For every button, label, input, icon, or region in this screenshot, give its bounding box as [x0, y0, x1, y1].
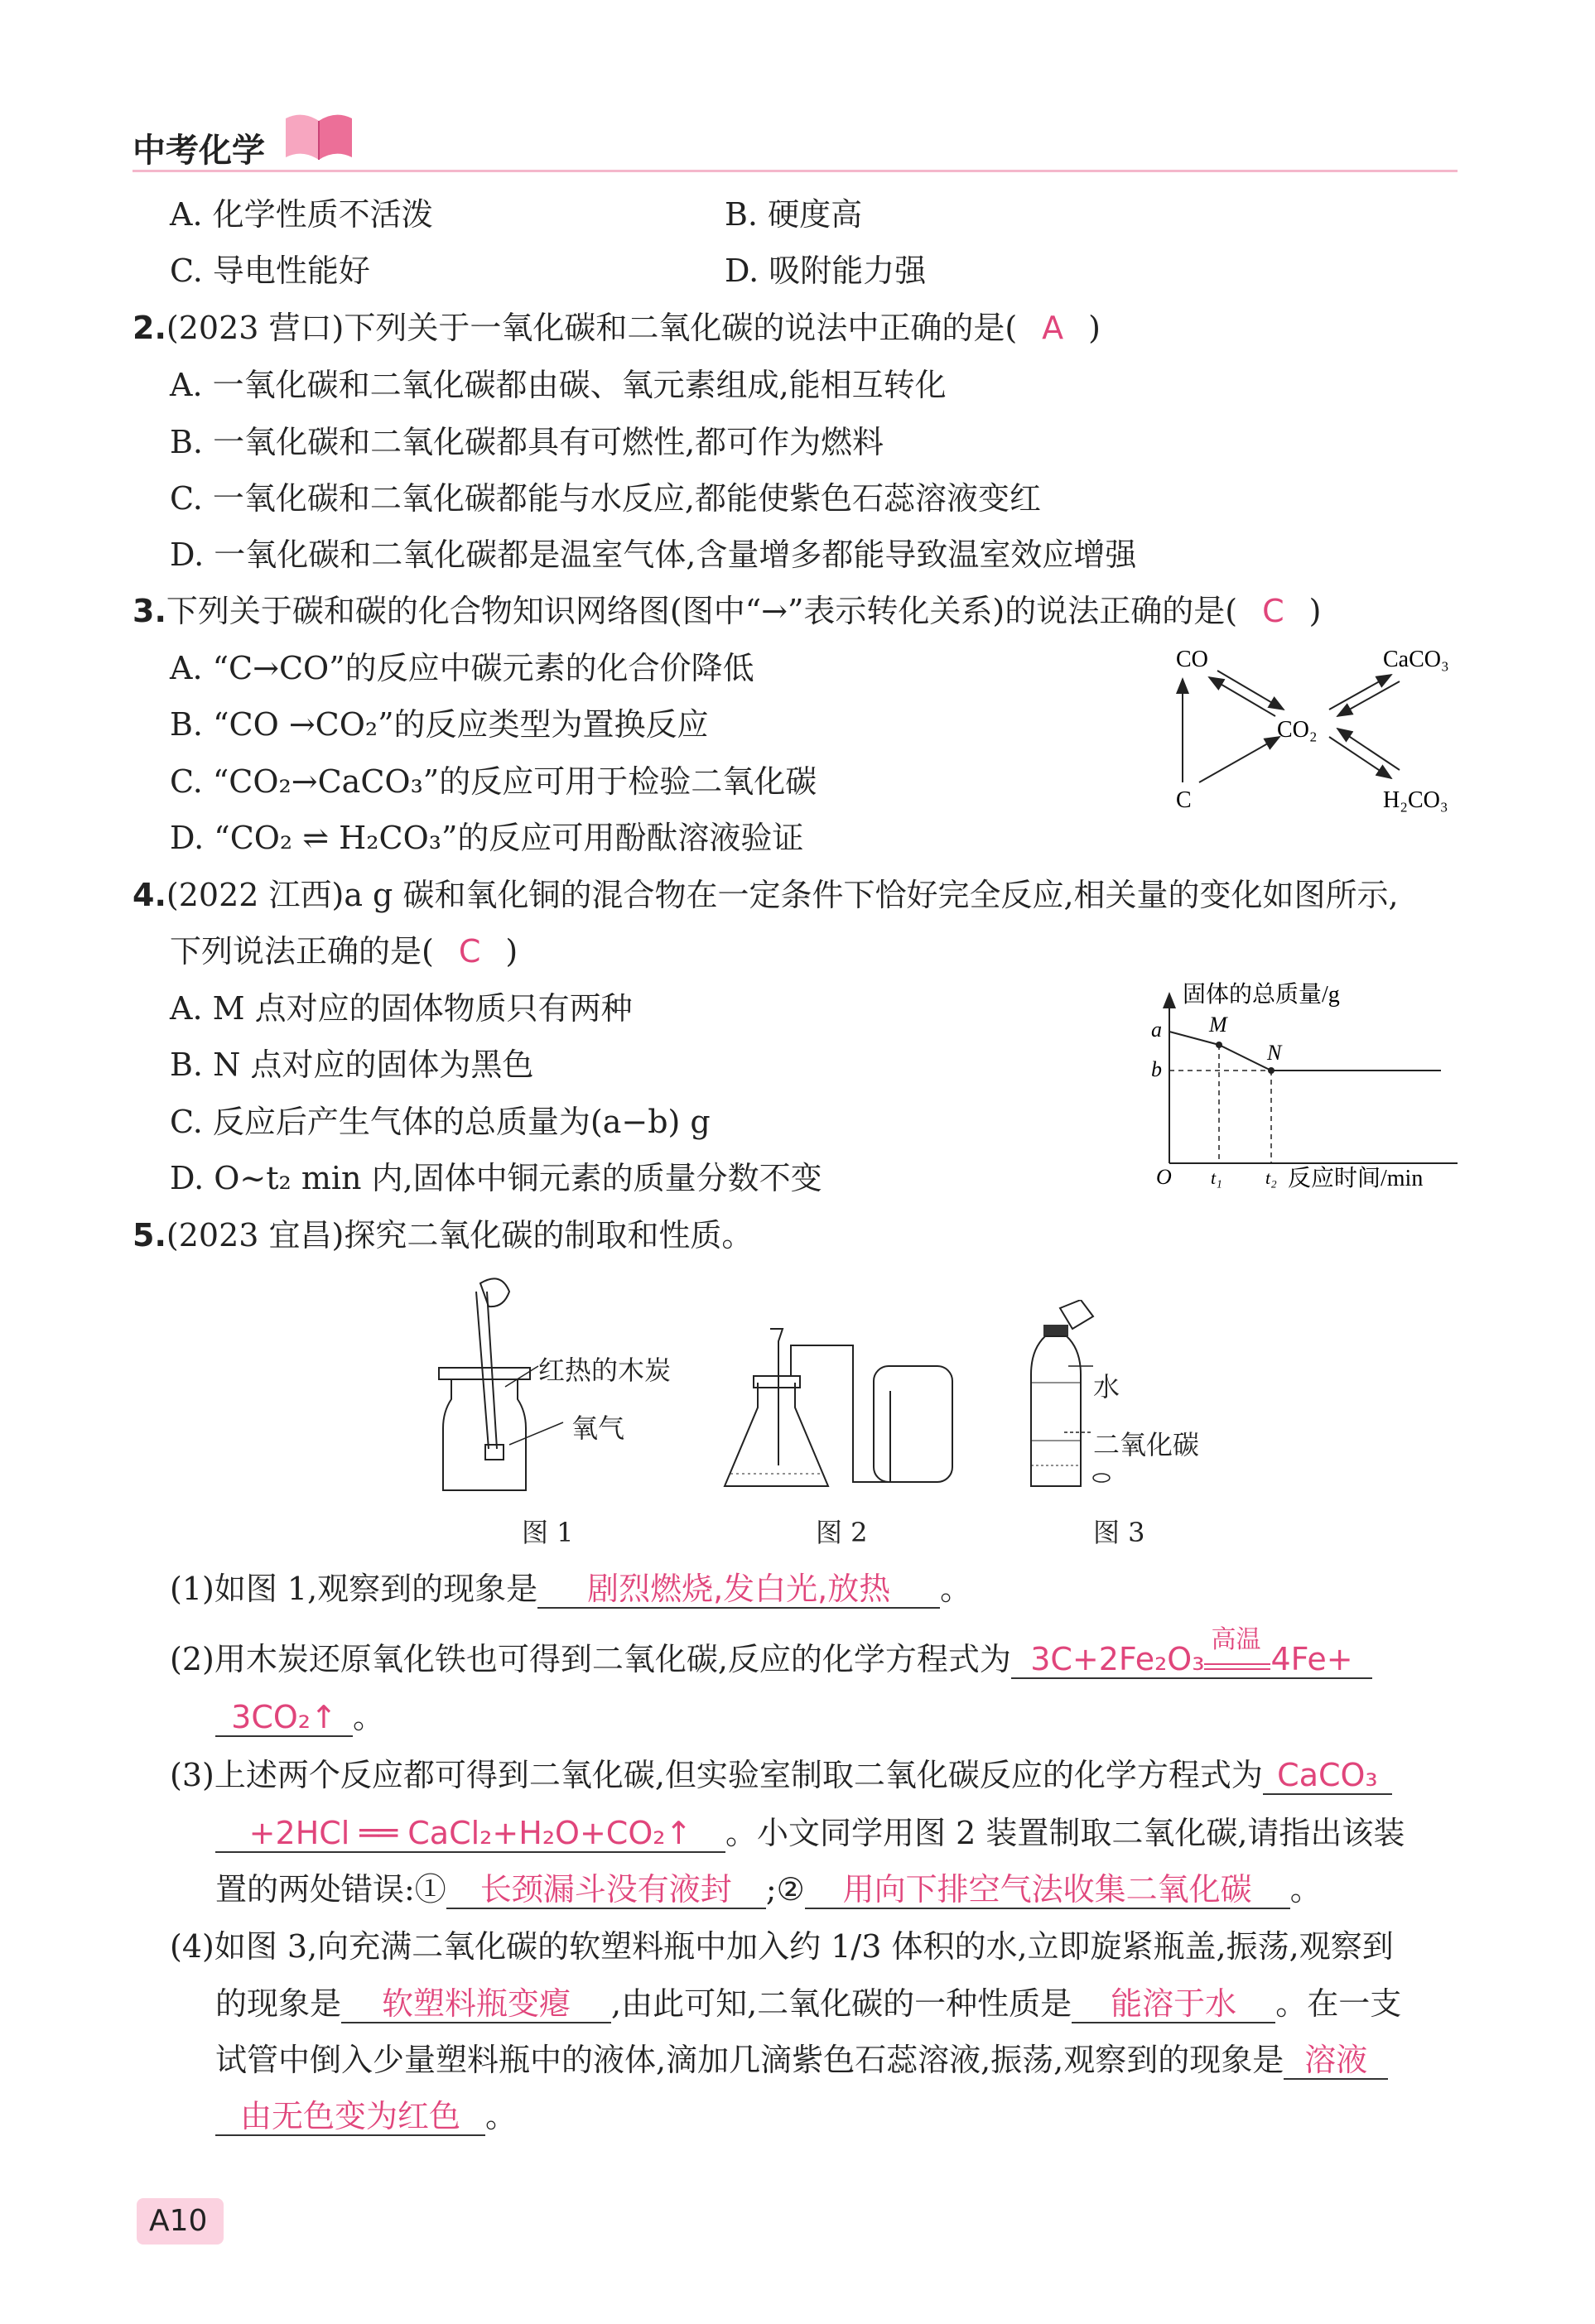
- q5-p1-answer: 剧烈燃烧,发白光,放热: [537, 1571, 940, 1609]
- chart-label-m: M: [1209, 1013, 1227, 1037]
- page-number: A10: [149, 2204, 208, 2238]
- arrow-c-co2: [1199, 737, 1279, 782]
- q5-p3-post: 。: [1289, 1871, 1322, 1908]
- q5-part2-line2: [215, 1697, 384, 1737]
- fig1-label: 图 1: [522, 1517, 574, 1548]
- chart-series-line: [1169, 1032, 1441, 1071]
- diagram-co2: CO₂: [1277, 717, 1318, 743]
- q5-p4-prompt: 的现象是: [215, 1985, 342, 2022]
- q4-number: 4.: [133, 877, 166, 913]
- chart-point-n: [1268, 1067, 1275, 1074]
- gas-collection-bottle: [874, 1366, 952, 1482]
- pointer-line-2: [509, 1422, 563, 1445]
- diagram-h2co3: H₂CO₃: [1383, 787, 1448, 813]
- q5-p4-mid2: 。在一支: [1275, 1985, 1402, 2022]
- q5-part4-line3: [215, 2040, 1388, 2080]
- q2-answer: A: [1042, 310, 1064, 346]
- q5-p2-answer-cont: 3CO₂↑: [215, 1699, 353, 1737]
- q2-option-d: D. 一氧化碳和二氧化碳都是温室气体,含量增多都能导致温室效应增强: [170, 536, 1137, 573]
- chart-origin-label: O: [1156, 1165, 1172, 1189]
- diagram-caco3: CaCO₃: [1383, 647, 1449, 672]
- q5-p2-condition-wrap: [1204, 1625, 1270, 1670]
- q5-p4-line3: 试管中倒入少量塑料瓶中的液体,滴加几滴紫色石蕊溶液,振荡,观察到的现象是: [215, 2042, 1284, 2078]
- chart-x-tick-t2: t₂: [1265, 1167, 1277, 1188]
- q3-option-a: A. “C→CO”的反应中碳元素的化合价降低: [170, 650, 754, 686]
- q1-option-d: D. 吸附能力强: [725, 253, 927, 289]
- chart-y-tick-a: a: [1151, 1018, 1162, 1042]
- page-header-title: 中考化学: [133, 132, 265, 170]
- crucible-tongs: [476, 1292, 489, 1449]
- delivery-tube: [791, 1345, 890, 1482]
- q5-part4-line4: [215, 2096, 517, 2136]
- q2-close: ): [1088, 310, 1101, 346]
- q5-p3-separator: ;②: [765, 1871, 805, 1908]
- q2-option-c: C. 一氧化碳和二氧化碳都能与水反应,都能使紫色石蕊溶液变红: [170, 480, 1041, 517]
- q3-option-b: B. “CO →CO₂”的反应类型为置换反应: [170, 706, 709, 743]
- q5-part1-line: [170, 1569, 971, 1609]
- q4-option-b: B. N 点对应的固体为黑色: [170, 1047, 534, 1083]
- q4-close: ): [505, 933, 518, 970]
- q5-p3-mid: 。小文同学用图 2 装置制取二氧化碳,请指出该装: [725, 1815, 1405, 1851]
- bottle-lid: [439, 1368, 530, 1379]
- q5-part4-line1: (4)如图 3,向充满二氧化碳的软塑料瓶中加入约 1/3 体积的水,立即旋紧瓶盖,振荡,观察到: [170, 1928, 1394, 1965]
- q5-part3-line3: [215, 1869, 1322, 1909]
- q5-part4-line2: [215, 1984, 1401, 2023]
- fig1-text-charcoal: 红热的木炭: [538, 1354, 672, 1386]
- q1-option-a: A. 化学性质不活泼: [170, 196, 433, 233]
- q4-option-d: D. O~t₂ min 内,固体中铜元素的质量分数不变: [170, 1160, 822, 1196]
- q5-p4-answer1: 软塑料瓶变瘪: [341, 1985, 611, 2023]
- chart-label-n: N: [1267, 1041, 1282, 1065]
- chart-y-tick-b: b: [1151, 1057, 1162, 1081]
- q3-answer: C: [1262, 593, 1284, 629]
- carbon-network-diagram: [1151, 633, 1482, 832]
- crucible-tongs-arm: [487, 1292, 497, 1449]
- diagram-co: CO: [1176, 647, 1208, 672]
- chart-x-label: 反应时间/min: [1288, 1166, 1424, 1191]
- q1-option-b: B. 硬度高: [725, 196, 863, 233]
- soft-plastic-bottle: [1031, 1336, 1081, 1486]
- q3-number: 3.: [133, 593, 166, 629]
- q5-p4-answer2: 能溶于水: [1072, 1985, 1275, 2023]
- q4-stem: (2022 江西)a g 碳和氧化铜的混合物在一定条件下恰好完全反应,相关量的变化如图所示,: [166, 877, 1399, 913]
- q5-stem: (2023 宜昌)探究二氧化碳的制取和性质。: [166, 1217, 754, 1253]
- arrow-co-co2: [1217, 671, 1284, 710]
- q5-p2-prompt: (2)用木炭还原氧化铁也可得到二氧化碳,反应的化学方程式为: [170, 1641, 1011, 1677]
- q3-option-d: D. “CO₂ ⇌ H₂CO₃”的反应可用酚酞溶液验证: [170, 820, 804, 856]
- header-divider: [133, 170, 1458, 172]
- q5-p3-error1: 长颈漏斗没有液封: [446, 1871, 766, 1909]
- fig3-text-co2: 二氧化碳: [1093, 1429, 1200, 1460]
- q5-p1-post: 。: [940, 1571, 972, 1607]
- q5-p3-error2: 用向下排空气法收集二氧化碳: [805, 1871, 1290, 1909]
- fig1-text-oxygen: 氧气: [571, 1412, 625, 1444]
- fig3-text-water: 水: [1093, 1371, 1120, 1403]
- q4-stem2: 下列说法正确的是(: [170, 933, 434, 970]
- q5-p4-mid: ,由此可知,二氧化碳的一种性质是: [611, 1985, 1072, 2022]
- q5-p2-ans-right: 4Fe+: [1270, 1641, 1353, 1677]
- q5-p2-ans-left: 3C+2Fe₂O₃: [1030, 1641, 1205, 1677]
- q5-p4-answer3-cont: 由无色变为红色: [215, 2098, 485, 2136]
- q5-p2-condition: 高温: [1211, 1625, 1261, 1654]
- q5-number: 5.: [133, 1217, 166, 1253]
- chart-y-label: 固体的总质量/g: [1183, 982, 1340, 1008]
- q5-p3-answer-start: CaCO₃: [1263, 1757, 1392, 1795]
- pointer-line-1: [505, 1366, 538, 1387]
- book-icon: [282, 106, 356, 164]
- bottle-cap-separate: [1093, 1474, 1110, 1482]
- mass-time-chart: [1143, 977, 1474, 1192]
- bottle-cap: [1043, 1325, 1068, 1336]
- q3-close: ): [1308, 593, 1322, 629]
- q4-option-c: C. 反应后产生气体的总质量为(a−b) g: [170, 1104, 711, 1140]
- fig2-label: 图 2: [816, 1517, 868, 1548]
- q5-stem-line: [133, 1215, 753, 1255]
- conical-flask: [725, 1383, 828, 1486]
- q5-p3-line3-prompt: 置的两处错误:①: [215, 1871, 446, 1908]
- q2-number: 2.: [133, 310, 166, 346]
- q5-p2-equals: [1204, 1663, 1270, 1670]
- chart-x-tick-t1: t₁: [1211, 1167, 1222, 1188]
- q5-p2-answer: [1011, 1625, 1372, 1679]
- beaker-pouring: [1060, 1300, 1093, 1329]
- q5-p3-prompt: (3)上述两个反应都可得到二氧化碳,但实验室制取二氧化碳反应的化学方程式为: [170, 1757, 1263, 1793]
- q1-option-c: C. 导电性能好: [170, 253, 370, 289]
- q5-part3-line: [170, 1755, 1392, 1795]
- q5-p1-prompt: (1)如图 1,观察到的现象是: [170, 1571, 538, 1607]
- q2-stem: (2023 营口)下列关于一氧化碳和二氧化碳的说法中正确的是(: [166, 310, 1018, 346]
- hand-icon: [480, 1278, 509, 1306]
- chart-point-m: [1216, 1042, 1222, 1048]
- q4-stem-line: [133, 875, 1399, 915]
- rubber-stopper: [754, 1376, 800, 1388]
- q4-stem-line2: [170, 931, 518, 971]
- q4-answer: C: [458, 933, 481, 970]
- q5-p2-post: 。: [353, 1699, 385, 1735]
- diagram-c: C: [1176, 787, 1192, 813]
- q2-option-b: B. 一氧化碳和二氧化碳都具有可燃性,都可作为燃料: [170, 424, 884, 460]
- arrow-co2-co: [1209, 677, 1275, 716]
- q5-part3-line2: [215, 1813, 1405, 1853]
- fig3-label: 图 3: [1093, 1517, 1145, 1548]
- q5-part2-line: [170, 1625, 1372, 1679]
- q2-stem-line: [133, 308, 1101, 348]
- q5-p4-answer3-start: 溶液: [1284, 2042, 1388, 2080]
- q3-stem: 下列关于碳和碳的化合物知识网络图(图中“→”表示转化关系)的说法正确的是(: [166, 593, 1238, 629]
- q4-option-a: A. M 点对应的固体物质只有两种: [170, 990, 633, 1027]
- q3-stem-line: [133, 591, 1321, 631]
- figure-2-co2-apparatus: [712, 1325, 961, 1499]
- q5-p4-post: 。: [485, 2098, 518, 2134]
- long-neck-funnel: [770, 1329, 783, 1465]
- q3-option-c: C. “CO₂→CaCO₃”的反应可用于检验二氧化碳: [170, 763, 817, 800]
- q2-option-a: A. 一氧化碳和二氧化碳都由碳、氧元素组成,能相互转化: [170, 367, 947, 403]
- q5-p3-answer-cont: +2HCl ══ CaCl₂+H₂O+CO₂↑: [215, 1815, 725, 1853]
